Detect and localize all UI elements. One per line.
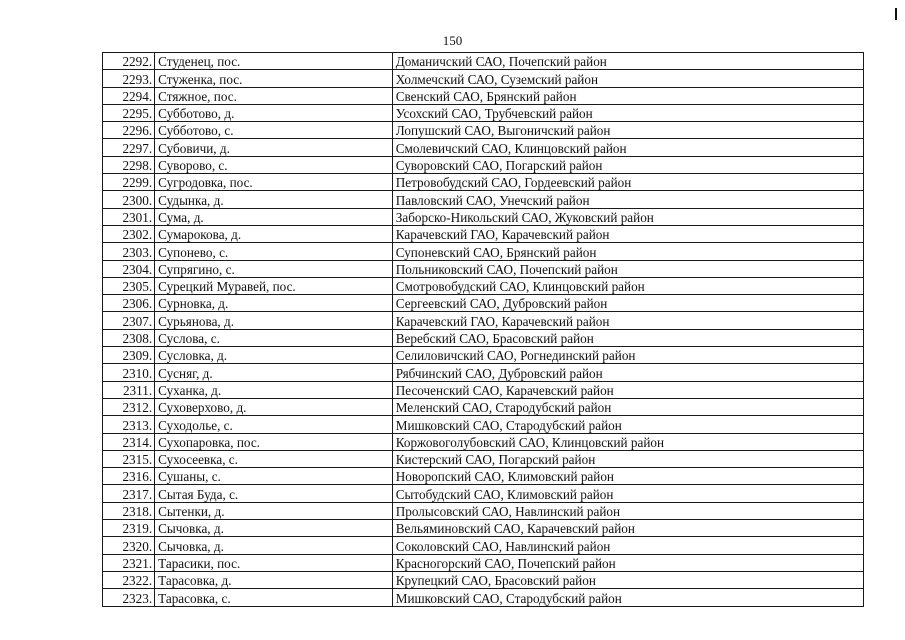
administrative-area: Карачевский ГАО, Карачевский район xyxy=(392,225,863,242)
table-row xyxy=(103,156,864,173)
administrative-area: Холмечский САО, Суземский район xyxy=(392,70,863,87)
administrative-area: Сергеевский САО, Дубровский район xyxy=(392,295,863,312)
settlement-name: Сухопаровка, пос. xyxy=(155,433,393,450)
table-row xyxy=(103,381,864,398)
table-row xyxy=(103,191,864,208)
administrative-area: Сытобудский САО, Климовский район xyxy=(392,485,863,502)
row-number: 2317. xyxy=(103,485,155,502)
administrative-area: Заборско-Никольский САО, Жуковский район xyxy=(392,208,863,225)
settlement-name: Сытенки, д. xyxy=(155,502,393,519)
row-number: 2301. xyxy=(103,208,155,225)
row-number: 2304. xyxy=(103,260,155,277)
row-number: 2306. xyxy=(103,295,155,312)
table-row xyxy=(103,53,864,70)
administrative-area: Рябчинский САО, Дубровский район xyxy=(392,364,863,381)
row-number: 2323. xyxy=(103,589,155,606)
table-row xyxy=(103,87,864,104)
settlements-table xyxy=(102,52,864,607)
administrative-area: Вельяминовский САО, Карачевский район xyxy=(392,520,863,537)
table-row xyxy=(103,468,864,485)
administrative-area: Свенский САО, Брянский район xyxy=(392,87,863,104)
table-row xyxy=(103,485,864,502)
row-number: 2318. xyxy=(103,502,155,519)
settlement-name: Субботово, с. xyxy=(155,122,393,139)
administrative-area: Песоченский САО, Карачевский район xyxy=(392,381,863,398)
settlement-name: Суходолье, с. xyxy=(155,416,393,433)
administrative-area: Красногорский САО, Почепский район xyxy=(392,554,863,571)
settlement-name: Студенец, пос. xyxy=(155,53,393,70)
settlement-name: Суханка, д. xyxy=(155,381,393,398)
row-number: 2305. xyxy=(103,277,155,294)
settlement-name: Сурьянова, д. xyxy=(155,312,393,329)
settlement-name: Тарасовка, д. xyxy=(155,571,393,588)
settlement-name: Суворово, с. xyxy=(155,156,393,173)
administrative-area: Веребский САО, Брасовский район xyxy=(392,329,863,346)
settlement-name: Сычовка, д. xyxy=(155,537,393,554)
settlement-name: Тарасики, пос. xyxy=(155,554,393,571)
table-row xyxy=(103,174,864,191)
table-row xyxy=(103,208,864,225)
settlement-name: Суслова, с. xyxy=(155,329,393,346)
table-row xyxy=(103,260,864,277)
administrative-area: Петровобудский САО, Гордеевский район xyxy=(392,174,863,191)
administrative-area: Соколовский САО, Навлинский район xyxy=(392,537,863,554)
administrative-area: Смолевичский САО, Клинцовский район xyxy=(392,139,863,156)
administrative-area: Кистерский САО, Погарский район xyxy=(392,450,863,467)
settlement-name: Сумарокова, д. xyxy=(155,225,393,242)
administrative-area: Новоропский САО, Климовский район xyxy=(392,468,863,485)
row-number: 2316. xyxy=(103,468,155,485)
administrative-area: Пролысовский САО, Навлинский район xyxy=(392,502,863,519)
table-row xyxy=(103,571,864,588)
scan-mark xyxy=(895,8,897,20)
row-number: 2298. xyxy=(103,156,155,173)
row-number: 2293. xyxy=(103,70,155,87)
row-number: 2295. xyxy=(103,104,155,121)
settlement-name: Сусняг, д. xyxy=(155,364,393,381)
row-number: 2321. xyxy=(103,554,155,571)
row-number: 2313. xyxy=(103,416,155,433)
table-row xyxy=(103,416,864,433)
settlement-name: Сума, д. xyxy=(155,208,393,225)
table-row xyxy=(103,225,864,242)
table-row xyxy=(103,122,864,139)
table-row xyxy=(103,450,864,467)
table-row xyxy=(103,520,864,537)
settlement-name: Сусловка, д. xyxy=(155,347,393,364)
settlement-name: Сушаны, с. xyxy=(155,468,393,485)
table-row xyxy=(103,104,864,121)
administrative-area: Усохский САО, Трубчевский район xyxy=(392,104,863,121)
administrative-area: Мишковский САО, Стародубский район xyxy=(392,589,863,606)
row-number: 2322. xyxy=(103,571,155,588)
settlement-name: Сухосеевка, с. xyxy=(155,450,393,467)
administrative-area: Супоневский САО, Брянский район xyxy=(392,243,863,260)
table-row xyxy=(103,70,864,87)
settlement-name: Стуженка, пос. xyxy=(155,70,393,87)
administrative-area: Смотровобудский САО, Клинцовский район xyxy=(392,277,863,294)
table-row xyxy=(103,139,864,156)
administrative-area: Селиловичский САО, Рогнединский район xyxy=(392,347,863,364)
administrative-area: Меленский САО, Стародубский район xyxy=(392,398,863,415)
table-row xyxy=(103,347,864,364)
row-number: 2319. xyxy=(103,520,155,537)
administrative-area: Павловский САО, Унечский район xyxy=(392,191,863,208)
table-row xyxy=(103,312,864,329)
table-row xyxy=(103,589,864,606)
row-number: 2302. xyxy=(103,225,155,242)
settlement-name: Сурецкий Муравей, пос. xyxy=(155,277,393,294)
administrative-area: Польниковский САО, Почепский район xyxy=(392,260,863,277)
row-number: 2300. xyxy=(103,191,155,208)
row-number: 2303. xyxy=(103,243,155,260)
table-row xyxy=(103,329,864,346)
settlement-name: Субовичи, д. xyxy=(155,139,393,156)
settlement-name: Сугродовка, пос. xyxy=(155,174,393,191)
row-number: 2309. xyxy=(103,347,155,364)
settlement-name: Суховерхово, д. xyxy=(155,398,393,415)
row-number: 2294. xyxy=(103,87,155,104)
row-number: 2296. xyxy=(103,122,155,139)
table-row xyxy=(103,277,864,294)
settlement-name: Стяжное, пос. xyxy=(155,87,393,104)
row-number: 2297. xyxy=(103,139,155,156)
administrative-area: Карачевский ГАО, Карачевский район xyxy=(392,312,863,329)
settlement-name: Субботово, д. xyxy=(155,104,393,121)
row-number: 2315. xyxy=(103,450,155,467)
settlement-name: Супрягино, с. xyxy=(155,260,393,277)
settlement-name: Сычовка, д. xyxy=(155,520,393,537)
table-row xyxy=(103,554,864,571)
settlement-name: Тарасовка, с. xyxy=(155,589,393,606)
administrative-area: Мишковский САО, Стародубский район xyxy=(392,416,863,433)
row-number: 2314. xyxy=(103,433,155,450)
administrative-area: Крупецкий САО, Брасовский район xyxy=(392,571,863,588)
table-row xyxy=(103,364,864,381)
row-number: 2320. xyxy=(103,537,155,554)
table-row xyxy=(103,398,864,415)
table-row xyxy=(103,243,864,260)
settlement-name: Сурновка, д. xyxy=(155,295,393,312)
settlement-name: Сытая Буда, с. xyxy=(155,485,393,502)
settlement-name: Супонево, с. xyxy=(155,243,393,260)
row-number: 2292. xyxy=(103,53,155,70)
settlement-name: Судынка, д. xyxy=(155,191,393,208)
row-number: 2311. xyxy=(103,381,155,398)
administrative-area: Доманичский САО, Почепский район xyxy=(392,53,863,70)
table-row xyxy=(103,295,864,312)
administrative-area: Коржовоголубовский САО, Клинцовский район xyxy=(392,433,863,450)
page-number: 150 xyxy=(442,33,463,48)
administrative-area: Суворовский САО, Погарский район xyxy=(392,156,863,173)
settlements-table-body xyxy=(103,53,864,607)
table-row xyxy=(103,433,864,450)
table-row xyxy=(103,502,864,519)
row-number: 2299. xyxy=(103,174,155,191)
row-number: 2312. xyxy=(103,398,155,415)
row-number: 2310. xyxy=(103,364,155,381)
row-number: 2307. xyxy=(103,312,155,329)
row-number: 2308. xyxy=(103,329,155,346)
administrative-area: Лопушский САО, Выгоничский район xyxy=(392,122,863,139)
table-row xyxy=(103,537,864,554)
